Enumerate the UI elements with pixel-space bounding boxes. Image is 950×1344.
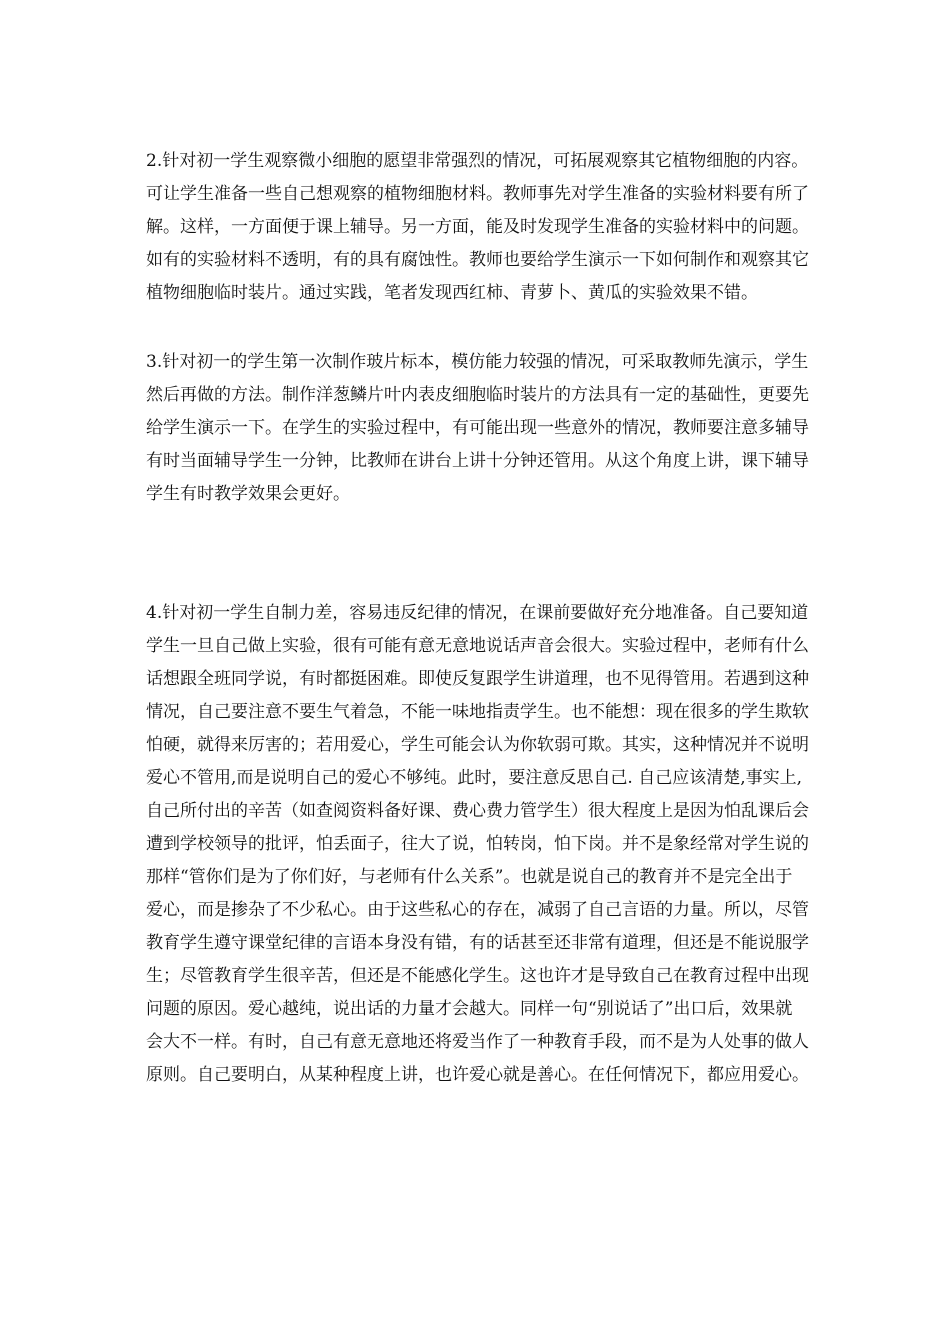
paragraph-line: 问题的原因。爱心越纯，说出话的力量才会越大。同样一句“别说话了”出口后，效果就 <box>146 999 793 1019</box>
paragraph-line: 生；尽管教育学生很辛苦，但还是不能感化学生。这也许才是导致自己在教育过程中出现 <box>146 966 809 986</box>
paragraph-line: 植物细胞临时装片。通过实践，笔者发现西红柿、青萝卜、黄瓜的实验效果不错。 <box>146 283 758 303</box>
paragraph-4 <box>146 597 826 1092</box>
paragraph-line: 给学生演示一下。在学生的实验过程中，有可能出现一些意外的情况，教师要注意多辅导 <box>146 418 809 438</box>
paragraph-line: 学生一旦自己做上实验，很有可能有意无意地说话声音会很大。实验过程中，老师有什么 <box>146 636 809 656</box>
paragraph-line: 然后再做的方法。制作洋葱鳞片叶内表皮细胞临时装片的方法具有一定的基础性，更要先 <box>146 385 809 405</box>
paragraph-line: 教育学生遵守课堂纪律的言语本身没有错，有的话甚至还非常有道理，但还是不能说服学 <box>146 933 809 953</box>
paragraph-line: 情况，自己要注意不要生气着急，不能一味地指责学生。也不能想：现在很多的学生欺软 <box>146 702 809 722</box>
paragraph-line: 话想跟全班同学说，有时都挺困难。即使反复跟学生讲道理，也不见得管用。若遇到这种 <box>146 669 809 689</box>
paragraph-line: 4.针对初一学生自制力差，容易违反纪律的情况，在课前要做好充分地准备。自己要知道 <box>146 603 809 623</box>
paragraph-line: 解。这样，一方面便于课上辅导。另一方面，能及时发现学生准备的实验材料中的问题。 <box>146 217 809 237</box>
paragraph-line: 学生有时教学效果会更好。 <box>146 484 350 504</box>
paragraph-line: 有时当面辅导学生一分钟，比教师在讲台上讲十分钟还管用。从这个角度上讲，课下辅导 <box>146 451 809 471</box>
paragraph-line: 如有的实验材料不透明，有的具有腐蚀性。教师也要给学生演示一下如何制作和观察其它 <box>146 250 809 270</box>
paragraph-3 <box>146 346 826 511</box>
paragraph-line: 怕硬，就得来厉害的；若用爱心，学生可能会认为你软弱可欺。其实，这种情况并不说明 <box>146 735 809 755</box>
paragraph-2 <box>146 145 826 310</box>
paragraph-line: 2.针对初一学生观察微小细胞的愿望非常强烈的情况，可拓展观察其它植物细胞的内容。 <box>146 151 809 171</box>
paragraph-line: 自己所付出的辛苦（如查阅资料备好课、费心费力管学生）很大程度上是因为怕乱课后会 <box>146 801 809 821</box>
paragraph-line: 3.针对初一的学生第一次制作玻片标本，模仿能力较强的情况，可采取教师先演示，学生 <box>146 352 809 372</box>
paragraph-line: 可让学生准备一些自己想观察的植物细胞材料。教师事先对学生准备的实验材料要有所了 <box>146 184 809 204</box>
paragraph-line: 原则。自己要明白，从某种程度上讲，也许爱心就是善心。在任何情况下，都应用爱心。 <box>146 1065 809 1085</box>
paragraph-line: 爱心不管用,而是说明自己的爱心不够纯。此时，要注意反思自己. 自己应该清楚,事实上, <box>146 768 803 788</box>
paragraph-line: 那样“管你们是为了你们好，与老师有什么关系”。也就是说自己的教育并不是完全出于 <box>146 867 793 887</box>
paragraph-line: 爱心，而是掺杂了不少私心。由于这些私心的存在，减弱了自己言语的力量。所以，尽管 <box>146 900 809 920</box>
paragraph-line: 会大不一样。有时，自己有意无意地还将爱当作了一种教育手段，而不是为人处事的做人 <box>146 1032 809 1052</box>
paragraph-line: 遭到学校领导的批评，怕丢面子，往大了说，怕转岗，怕下岗。并不是象经常对学生说的 <box>146 834 809 854</box>
